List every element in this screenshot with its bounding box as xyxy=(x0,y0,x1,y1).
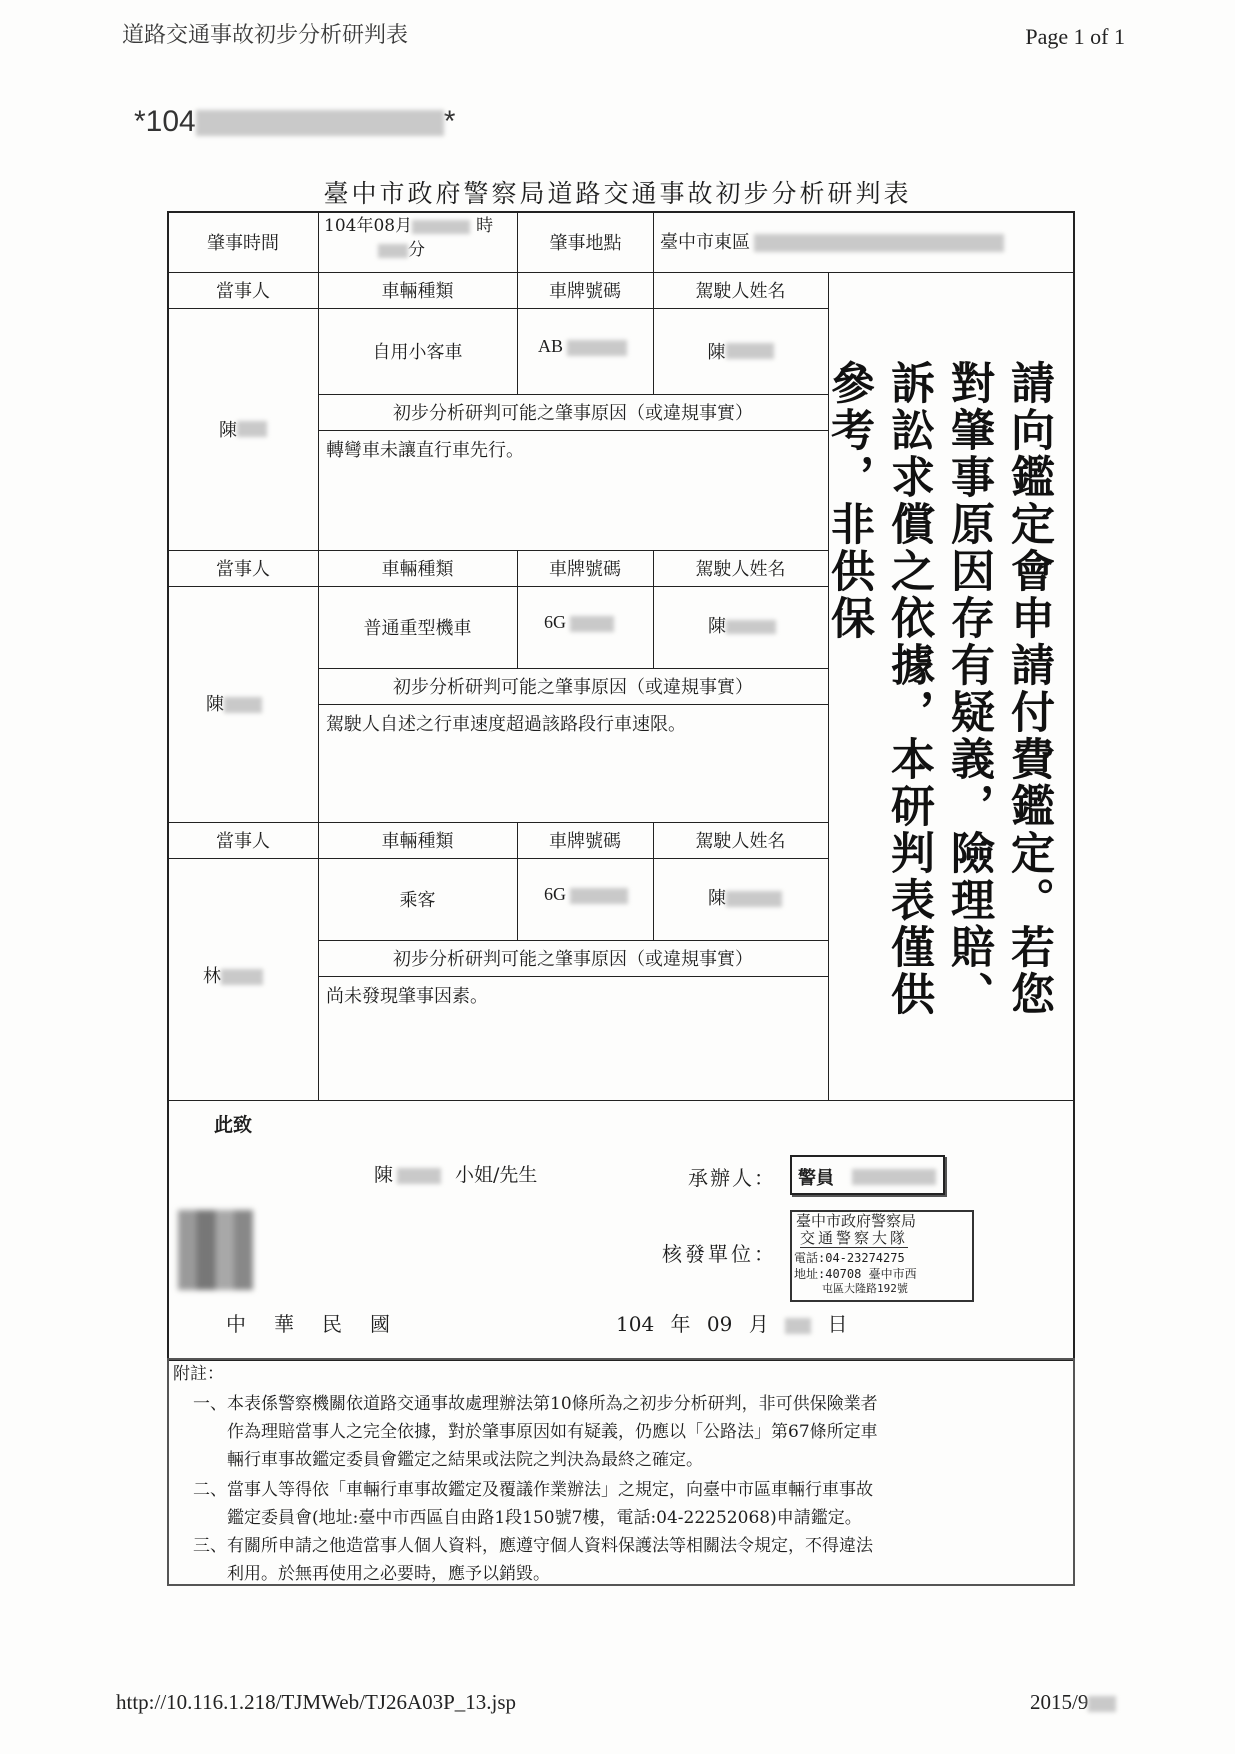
party-1-cause: 轉彎車未讓直行車先行。 xyxy=(326,440,524,461)
party-2-plate-header: 車牌號碼 xyxy=(549,559,621,580)
party-1-driver-text: 陳 xyxy=(707,342,726,363)
note-item-3 xyxy=(193,1532,1073,1588)
party-3-vehicle: 乘客 xyxy=(399,890,436,911)
print-date-text: 2015/9 xyxy=(1030,1690,1089,1714)
time-label: 肇事時間 xyxy=(207,233,279,254)
party-2-header: 當事人 xyxy=(216,559,270,580)
party-3-name-text: 林 xyxy=(203,966,221,987)
note-2-number: 二、 xyxy=(193,1480,227,1500)
handler-value: 警員 xyxy=(798,1168,834,1189)
party-2-vehicle-header: 車輛種類 xyxy=(381,559,454,580)
party-1-plate-text: AB xyxy=(538,336,564,356)
doc-no-suffix: * xyxy=(443,105,456,138)
redacted-block xyxy=(785,1318,811,1334)
party-1-plate xyxy=(538,336,650,366)
party-1-driver xyxy=(653,308,828,394)
redacted-block xyxy=(412,220,470,234)
redacted-block xyxy=(567,340,627,356)
party-1-vehicle-header: 車輛種類 xyxy=(381,281,454,302)
date-roc: 中 華 民 國 xyxy=(226,1312,394,1336)
recipient-line xyxy=(374,1160,674,1190)
redacted-block xyxy=(726,343,774,359)
rule xyxy=(168,1100,1074,1101)
stamp-phone: 電話:04-23274275 xyxy=(794,1251,905,1265)
page-indicator: Page 1 of 1 xyxy=(1025,24,1125,49)
redacted-block xyxy=(726,620,776,634)
party-2-name xyxy=(206,690,316,720)
party-2-driver-text: 陳 xyxy=(708,616,726,637)
note-2-line-2: 鑑定委員會(地址:臺中市西區自由路1段150號7樓，電話:04-22252068)申請鑑定。 xyxy=(227,1508,862,1528)
party-3-plate xyxy=(544,884,650,914)
redacted-block xyxy=(224,697,262,713)
note-item-1 xyxy=(193,1390,1073,1474)
print-footer-date xyxy=(1030,1690,1116,1715)
location-value xyxy=(660,228,1070,258)
rule xyxy=(319,976,828,977)
party-3-cause-header: 初步分析研判可能之肇事原因（或違規事實） xyxy=(393,949,753,970)
issuing-unit-stamp xyxy=(790,1210,974,1302)
time-hour-unit: 時 xyxy=(476,216,494,236)
party-1-vehicle: 自用小客車 xyxy=(372,342,463,363)
redacted-block xyxy=(726,891,782,907)
redacted-block xyxy=(852,1169,936,1185)
rule xyxy=(319,704,828,705)
party-2-driver-header: 駕駛人姓名 xyxy=(695,559,786,580)
stamp-address: 屯區大隆路192號 xyxy=(822,1282,908,1295)
party-3-cause: 尚未發現肇事因素。 xyxy=(326,986,488,1007)
handler-label: 承辦人： xyxy=(688,1166,776,1190)
party-2-plate xyxy=(544,612,650,642)
date-year: 104 xyxy=(616,1312,655,1336)
party-3-plate-header: 車牌號碼 xyxy=(549,831,621,852)
party-3-header: 當事人 xyxy=(216,831,270,852)
party-1-name xyxy=(168,308,318,550)
note-2-line-1: 當事人等得依「車輛行車事故鑑定及覆議作業辦法」之規定，向臺中市區車輛行車事故 xyxy=(227,1480,873,1500)
redacted-seal xyxy=(178,1210,253,1290)
doc-no-prefix: *104 xyxy=(134,105,196,138)
note-1-number: 一、 xyxy=(193,1394,227,1414)
rule xyxy=(653,212,654,272)
party-1-plate-header: 車牌號碼 xyxy=(549,281,621,302)
time-minute-unit: 分 xyxy=(408,240,425,260)
redacted-block xyxy=(754,234,1004,252)
party-2-driver xyxy=(708,612,826,642)
redacted-block xyxy=(570,616,614,632)
party-3-vehicle-header: 車輛種類 xyxy=(381,831,454,852)
party-3-driver-text: 陳 xyxy=(708,888,726,909)
party-1-header: 當事人 xyxy=(216,281,270,302)
print-footer-url: http://10.116.1.218/TJMWeb/TJ26A03P_13.jsp xyxy=(116,1690,517,1714)
party-3-name xyxy=(203,962,313,992)
party-3-plate-text: 6G xyxy=(544,884,566,904)
date-month-unit: 月 xyxy=(748,1312,769,1336)
note-1-line-3: 輛行車事故鑑定委員會鑑定之結果或法院之判決為最終之確定。 xyxy=(227,1450,703,1470)
stamp-line-2: 交通警察大隊 xyxy=(800,1229,909,1247)
stamp-zip: 地址:40708 臺中市西 xyxy=(794,1267,917,1281)
note-3-line-2: 利用。於無再使用之必要時，應予以銷毀。 xyxy=(227,1564,550,1584)
side-notice: 請向鑑定會申請付費鑑定。若您對肇事原因存有疑義，險理賠、訴訟求償之依據，本研判表僅供參考，非供保 xyxy=(823,360,1054,1018)
note-1-line-1: 本表係警察機關依道路交通事故處理辦法第10條所為之初步分析研判，非可供保險業者 xyxy=(227,1394,878,1414)
issuing-unit-label: 核發單位： xyxy=(662,1242,777,1266)
note-1-line-2: 作為理賠當事人之完全依據，對於肇事原因如有疑義，仍應以「公路法」第67條所定車 xyxy=(227,1422,878,1442)
notes-box xyxy=(167,1358,1075,1586)
location-label: 肇事地點 xyxy=(549,233,622,254)
time-value xyxy=(324,214,514,272)
party-2-cause: 駕駛人自述之行車速度超過該路段行車速限。 xyxy=(326,714,686,735)
party-2-cause-header: 初步分析研判可能之肇事原因（或違規事實） xyxy=(393,677,753,698)
recipient-suffix: 小姐/先生 xyxy=(455,1164,538,1186)
party-3-driver-header: 駕駛人姓名 xyxy=(695,831,786,852)
party-1-driver-header: 駕駛人姓名 xyxy=(695,281,786,302)
party-2-name-text: 陳 xyxy=(206,694,224,715)
issue-date xyxy=(616,1308,856,1337)
time-date: 104年08月 xyxy=(324,216,413,236)
party-2-vehicle: 普通重型機車 xyxy=(363,618,472,639)
form-title: 臺中市政府警察局道路交通事故初步分析研判表 xyxy=(323,179,912,208)
date-month: 09 xyxy=(706,1312,733,1336)
date-day-unit: 日 xyxy=(827,1312,848,1336)
redacted-block xyxy=(570,888,628,904)
rule xyxy=(319,430,828,431)
redacted-block xyxy=(378,244,408,258)
party-2-plate-text: 6G xyxy=(544,612,566,632)
date-year-unit: 年 xyxy=(670,1312,691,1336)
stamp-line-1: 臺中市政府警察局 xyxy=(796,1212,917,1230)
note-3-line-1: 有關所申請之他造當事人個人資料，應遵守個人資料保護法等相關法令規定，不得違法 xyxy=(227,1536,873,1556)
party-1-cause-header: 初步分析研判可能之肇事原因（或違規事實） xyxy=(393,403,753,424)
location-text: 臺中市東區 xyxy=(660,232,750,253)
party-1-name-text: 陳 xyxy=(219,420,237,441)
redacted-block xyxy=(397,1168,441,1184)
print-header-title: 道路交通事故初步分析研判表 xyxy=(122,23,409,48)
handler-box xyxy=(790,1155,945,1195)
note-item-2 xyxy=(193,1476,1073,1532)
redacted-block xyxy=(221,969,263,985)
recipient-name: 陳 xyxy=(374,1164,394,1186)
note-3-number: 三、 xyxy=(193,1536,227,1556)
closing-to-label: 此致 xyxy=(214,1114,253,1136)
notes-title: 附註： xyxy=(173,1364,224,1384)
redacted-block xyxy=(237,421,267,437)
party-3-driver xyxy=(708,884,826,914)
redacted-block xyxy=(1088,1696,1116,1712)
